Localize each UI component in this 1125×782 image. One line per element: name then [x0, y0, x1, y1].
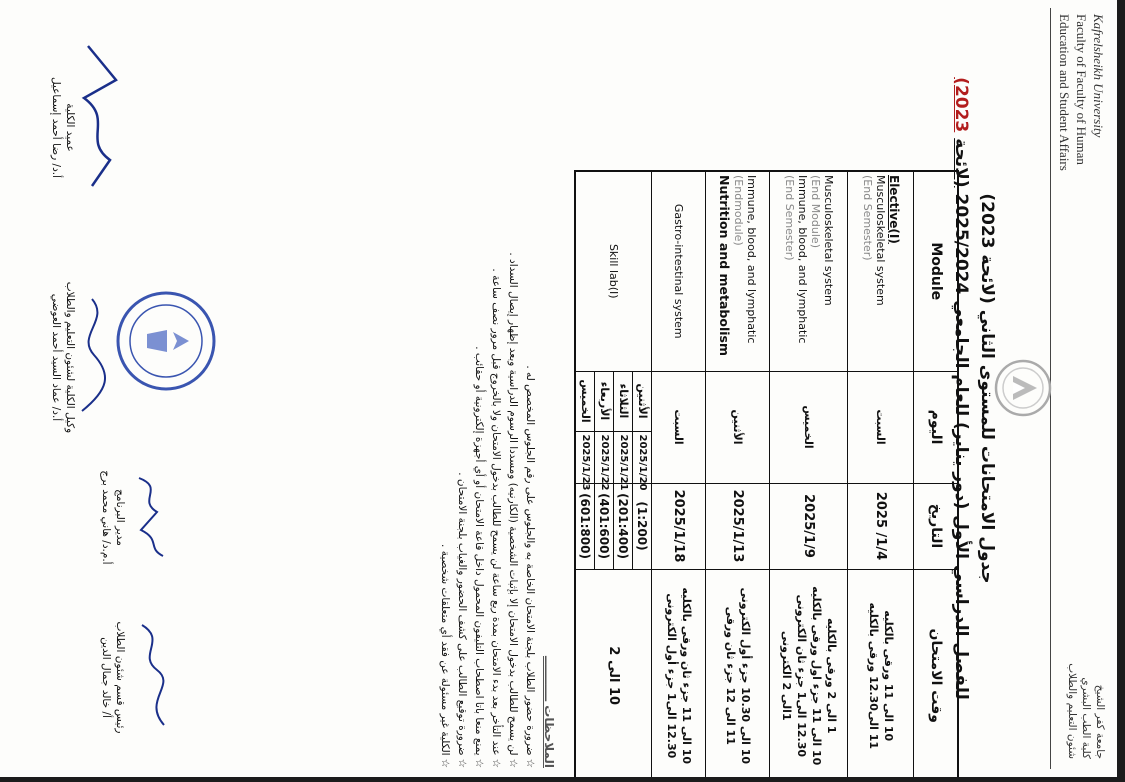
signatory-title: عميد الكلية	[64, 103, 76, 152]
batch-label: (لائحة	[951, 138, 971, 188]
day-cell: الثلاثاء	[614, 371, 633, 431]
day-cell: الأثنين	[633, 371, 652, 431]
star-icon: ☆	[507, 758, 519, 768]
department-name-en: Education and Student Affairs	[1057, 14, 1072, 171]
university-name-en: Kafrelsheikh University	[1091, 14, 1106, 138]
note-item	[470, 130, 487, 768]
signatory-title: وكيل الكلية لشئون التعليم والطلاب	[64, 281, 76, 434]
time-cell	[770, 569, 848, 777]
table-row	[652, 171, 706, 777]
module-line: (End Semester)	[783, 175, 796, 261]
time-line: 11 الى 12 جزء ثان ورقى	[724, 606, 737, 745]
star-icon: ☆	[473, 758, 485, 768]
time-cell	[848, 569, 914, 777]
module-title: Elective(I)	[887, 175, 901, 244]
time-line: 10 الى 11 جزء ثان ورقى بالكليه	[680, 587, 693, 765]
date-cell: 2025 /1/4	[848, 483, 914, 569]
time-line: 10 الى 11 جزء اول ورقى بالكليه	[810, 586, 823, 766]
day-cell: الخميس	[576, 371, 596, 431]
note-item	[436, 130, 453, 768]
signatory-title: رئيس قسم شئون الطلاب	[114, 621, 126, 734]
faculty-name-en: Faculty of Faculty of Human	[1074, 14, 1089, 165]
handwritten-signature-icon	[78, 40, 122, 190]
university-name-ar: جامعة كفر الشيخ	[1094, 684, 1106, 759]
date-cell: 2025/1/13	[706, 483, 770, 569]
time-cell: 10 الى 2	[576, 569, 653, 777]
group-range-cell: (601:800)	[576, 483, 596, 569]
group-range-cell: (201:400)	[614, 483, 633, 569]
university-logo-icon	[993, 358, 1053, 418]
signature-vice-dean	[49, 270, 77, 445]
day-cell: الخميس	[770, 371, 848, 483]
module-cell: Gastro-intestinal system	[652, 171, 706, 371]
title-line1: جدول الامتحانات للمستوى الثاني (لائحة 2023)	[977, 193, 997, 584]
note-item	[521, 130, 538, 768]
note-item	[504, 130, 521, 768]
date-cell: 2025/1/20	[633, 431, 652, 483]
handwritten-signature-icon	[74, 295, 112, 415]
signatory-title: مدير البرنامج	[114, 489, 126, 546]
time-line: 10 الى 10.30 جزء أول الكترونى	[739, 587, 752, 765]
time-line: 10 الى 11 ورقى بالكليه	[882, 610, 895, 742]
module-line: Nutrition and metabolism	[717, 175, 733, 356]
exam-schedule-title	[977, 60, 997, 717]
time-cell	[652, 569, 706, 777]
date-cell: 2025/1/21	[614, 431, 633, 483]
notes-section	[436, 130, 557, 768]
note-item	[453, 130, 470, 768]
header-date: التاريخ	[914, 483, 958, 569]
table-row	[848, 171, 914, 777]
header-time: وقت الامتحان	[914, 569, 958, 777]
group-range-cell: (1:200)	[633, 483, 652, 569]
note-text: الكلية غير مسئولة عن فقد أي متعلقات شخصية .	[439, 544, 451, 756]
day-cell: السبت	[848, 371, 914, 483]
signature-dean	[49, 40, 77, 215]
table-header-row	[914, 171, 958, 777]
module-line: (End Module)	[809, 175, 822, 248]
title-line2: للفصل الدراسي الأول (دور يناير) للعام الجامعي 2025/2024	[951, 193, 971, 700]
time-line: 11 الى12.30 ورقى بالكليه	[867, 602, 880, 750]
note-item	[487, 130, 504, 768]
module-line: Musculoskeletal system	[822, 175, 835, 306]
note-text: عند التأخر بعد بدء الامتحان بمدة ربع ساعة لن يسمح للطالب بدخول الامتحان ولا بالخروج قبل مرور نصف ساعة .	[490, 268, 502, 756]
module-line: Immune, blood, and lymphatic	[745, 175, 759, 344]
day-cell: الأربعاء	[595, 371, 614, 431]
star-icon: ☆	[490, 758, 502, 768]
date-cell: 2025/1/9	[770, 483, 848, 569]
module-cell	[706, 171, 770, 371]
module-line: (Endmodule)	[732, 175, 746, 246]
handwritten-signature-icon	[132, 620, 172, 730]
signatory-name: أ.د/ عماد السيد أحمد العوضي	[50, 293, 62, 422]
module-line: Immune, blood, and lymphatic	[796, 175, 809, 344]
exam-schedule-table	[575, 170, 960, 777]
header-module: Module	[914, 171, 958, 371]
table-row	[633, 171, 652, 777]
time-line: 12.30 الى1 جزء ثان الكترونى	[795, 594, 808, 758]
star-icon: ☆	[524, 758, 536, 768]
day-cell: الأثنين	[706, 371, 770, 483]
module-cell	[848, 171, 914, 371]
module-line: (End Semester)	[861, 175, 874, 261]
table-row	[706, 171, 770, 777]
department-name-ar: شئون التعليم والطلاب	[1066, 663, 1078, 759]
notes-heading: الملاحظات ـــــــــــ	[542, 656, 556, 768]
day-cell: السبت	[652, 371, 706, 483]
group-range-cell: (401:600)	[595, 483, 614, 569]
header-day: اليوم	[914, 371, 958, 483]
signatory-name: أ/ خالد جمال الدين	[100, 637, 112, 718]
date-cell: 2025/1/23	[576, 431, 596, 483]
time-line: 1 الى 2 ورقى بالكليه	[825, 617, 838, 734]
signatory-name: أ.د/ رضا أحمد إسماعيل	[50, 76, 62, 179]
faculty-name-ar: كلية الطب البشري	[1080, 677, 1092, 759]
handwritten-signature-icon	[131, 470, 167, 560]
time-line: 12.30 الى1 جزء أول الكترونى	[665, 593, 678, 759]
faculty-stamp-icon	[115, 290, 217, 392]
module-cell	[770, 171, 848, 371]
batch-year: 2023)	[951, 77, 971, 133]
signature-student-affairs	[99, 590, 127, 765]
date-cell: 2025/1/18	[652, 483, 706, 569]
note-text: يمنع منعا باتا اصطحاب التليفون المحمول داخل قاعة الامتحان أو أي أجهزة إلكترونية أو حقائب .	[473, 346, 485, 756]
header-arabic	[1065, 629, 1107, 759]
module-cell: Skill lab(I)	[576, 171, 653, 371]
star-icon: ☆	[456, 758, 468, 768]
date-cell: 2025/1/22	[595, 431, 614, 483]
signatory-name: أ.م.د/ هاني محمد برج	[100, 470, 112, 565]
time-line: 1الى 2 الكترونى	[780, 630, 793, 721]
note-text: ضرورة حضور الطلاب بلجنة الامتحان الخاصة به والجلوس على رقم الجلوس المخصص له .	[524, 365, 536, 756]
signature-program-director	[99, 430, 127, 605]
time-cell	[706, 569, 770, 777]
star-icon: ☆	[439, 758, 451, 768]
note-text: لن يسمح للطالب بدخول الامتحان إلا بإثبات الشخصية (الكارنيه) ومسددا الرسوم الدراسية وبعد إظهار إيصال السداد .	[507, 252, 519, 756]
header-english	[1056, 14, 1107, 254]
note-text: ضرورة توقيع الطالب على كشف الحضور والغياب بلجنة الامتحان .	[456, 472, 468, 756]
table-row	[770, 171, 848, 777]
module-line: Musculoskeletal system	[874, 175, 887, 306]
